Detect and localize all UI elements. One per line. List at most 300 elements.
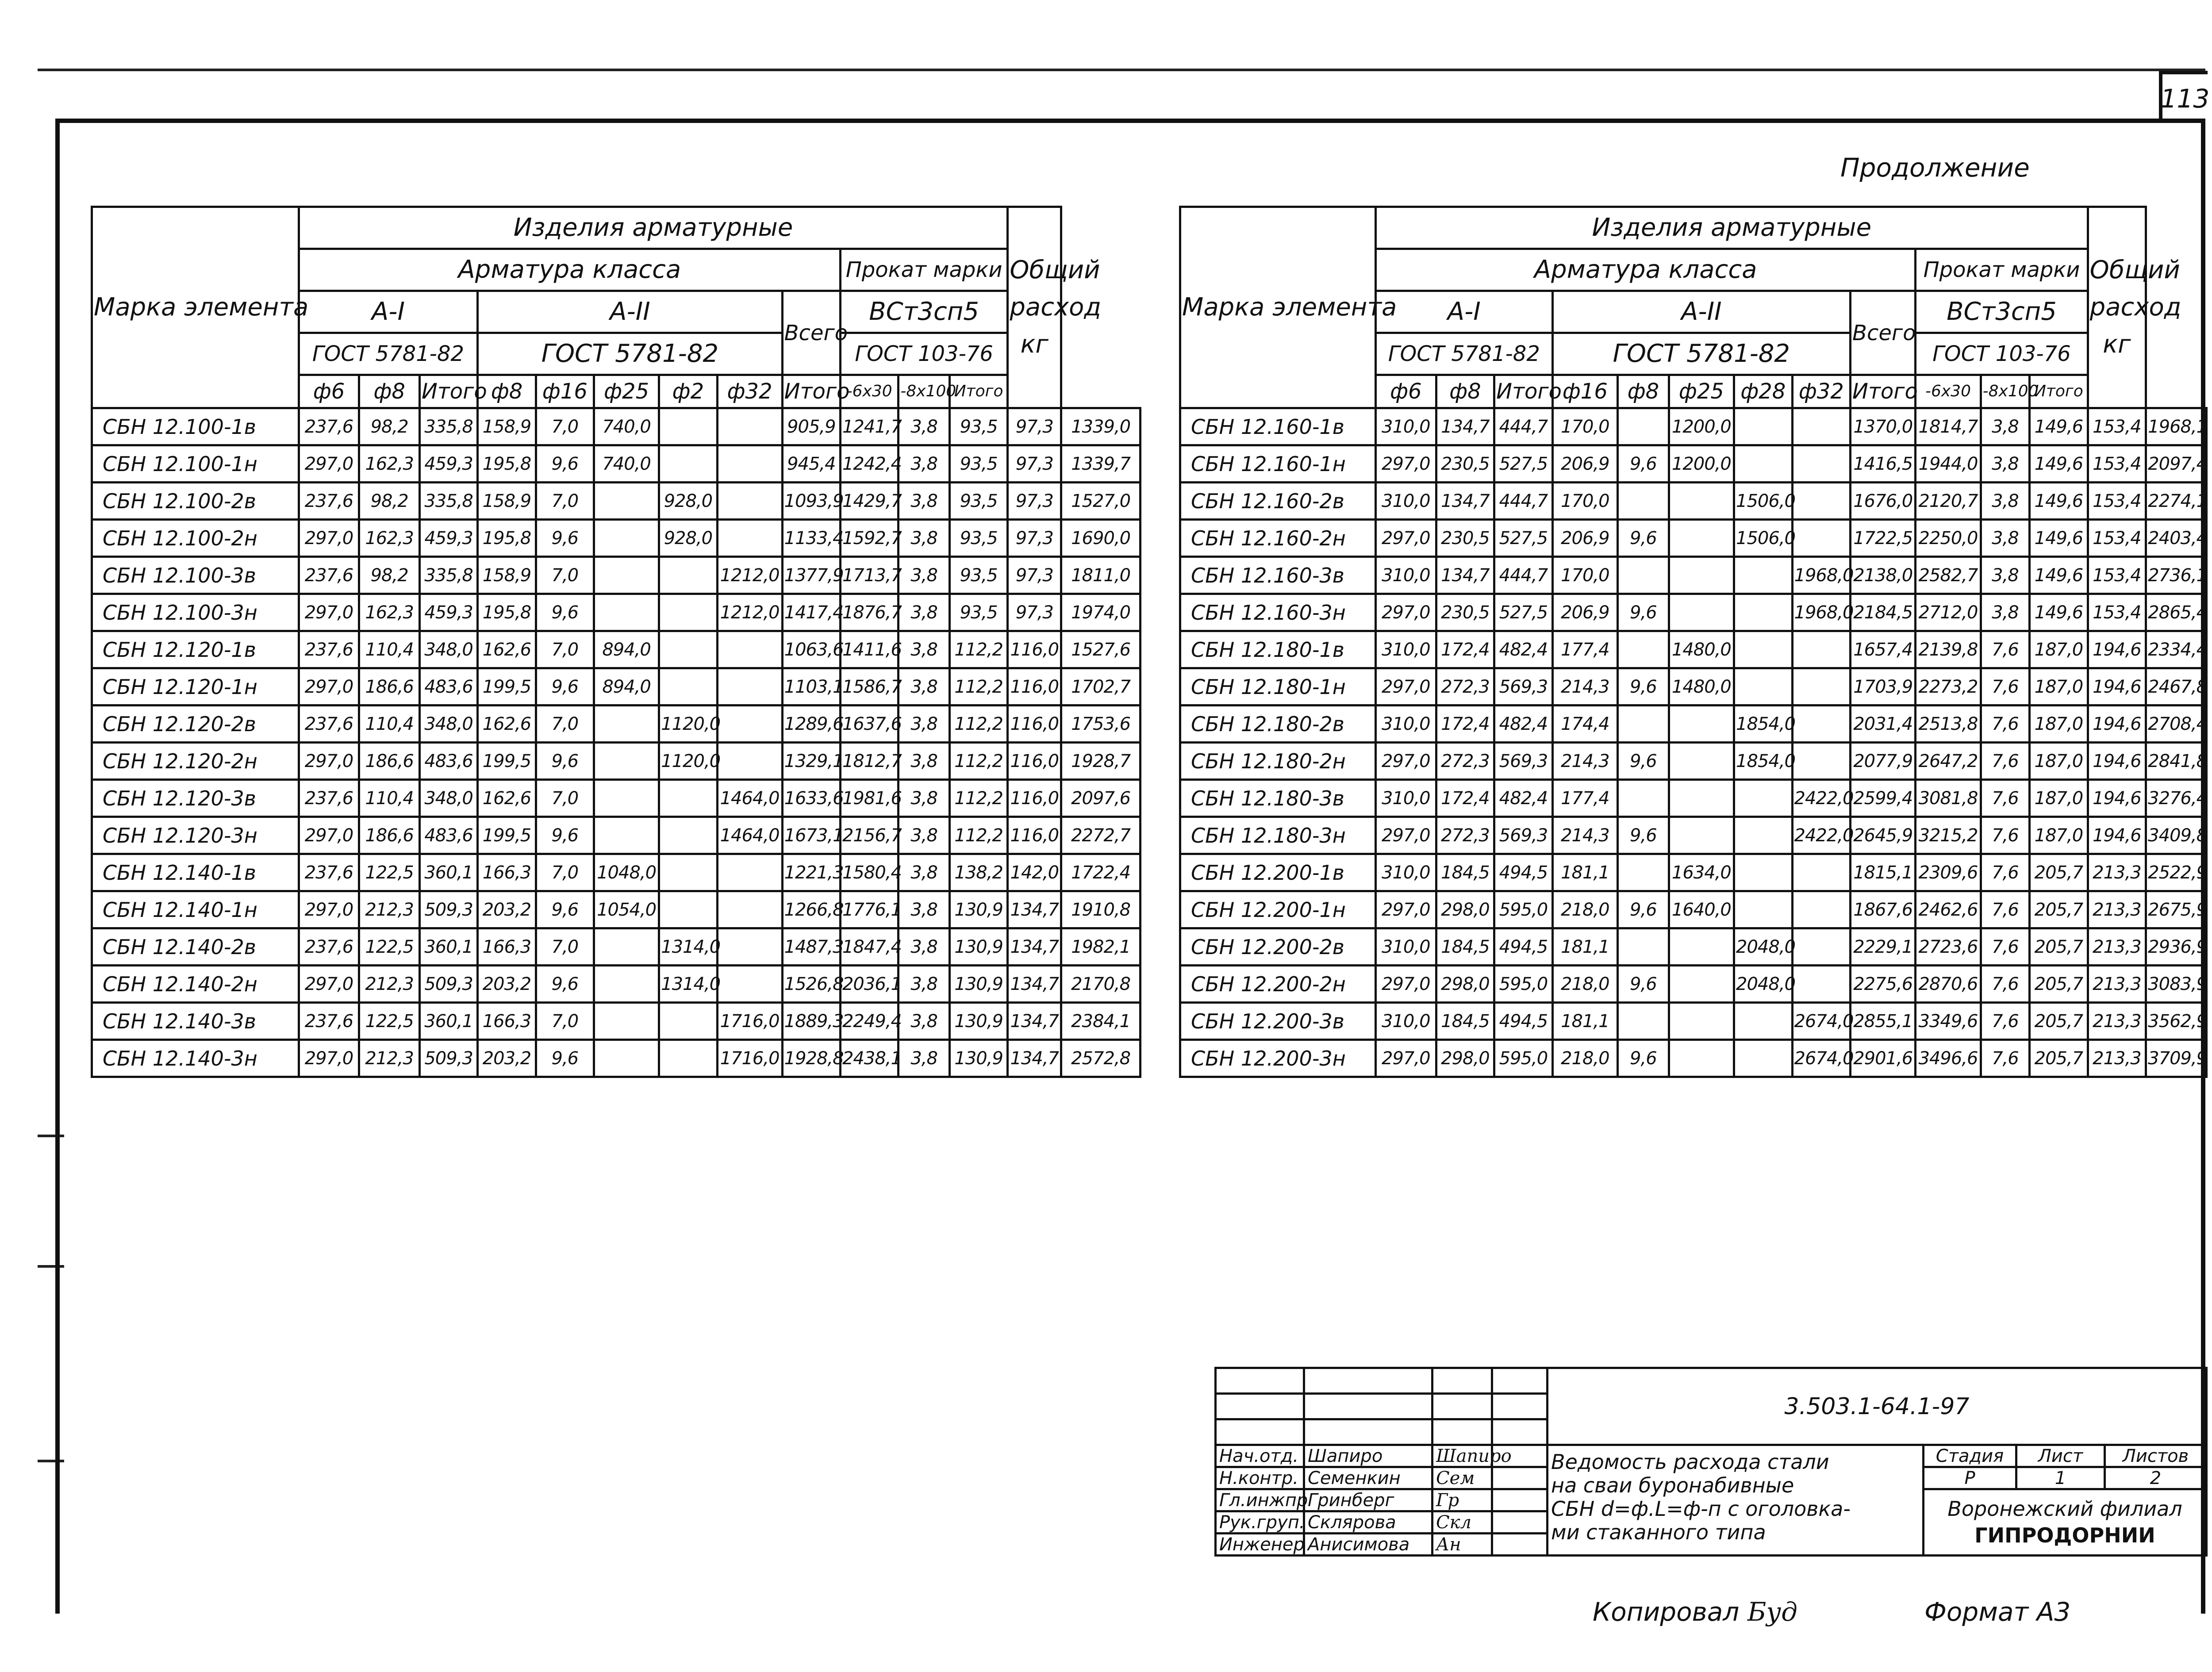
value-cell: 93,5	[949, 520, 1007, 557]
table-row	[1180, 1003, 2207, 1040]
value-cell: 1429,7	[840, 483, 898, 520]
value-cell: 158,9	[478, 483, 536, 520]
value-cell: 1703,9	[1851, 668, 1916, 706]
value-cell: 1266,8	[782, 891, 840, 928]
element-mark: СБН 12.160-2н	[1180, 520, 1376, 557]
right-steel-table	[1179, 206, 2208, 1078]
value-cell	[1669, 743, 1734, 780]
element-mark: СБН 12.200-1в	[1180, 854, 1376, 891]
value-cell: 1637,6	[840, 706, 898, 743]
value-cell: 134,7	[1008, 1040, 1061, 1077]
value-cell: 2048,0	[1734, 966, 1793, 1003]
value-cell: 2156,7	[840, 817, 898, 854]
value-cell: 97,3	[1008, 483, 1061, 520]
value-cell: 1339,0	[1061, 408, 1141, 445]
name-5: Анисимова	[1304, 1534, 1432, 1556]
value-cell	[1734, 854, 1793, 891]
a1-header: A-I	[299, 291, 478, 333]
value-cell: 3,8	[899, 1040, 950, 1077]
element-mark: СБН 12.160-1н	[1180, 445, 1376, 483]
value-cell: 1487,3	[782, 928, 840, 966]
value-cell: 203,2	[478, 891, 536, 928]
value-cell: 1910,8	[1061, 891, 1141, 928]
value-cell: 297,0	[299, 594, 359, 631]
value-cell: 1847,4	[840, 928, 898, 966]
value-cell: 1526,8	[782, 966, 840, 1003]
table-row	[92, 483, 1141, 520]
value-cell: 569,3	[1494, 743, 1553, 780]
value-cell: 149,6	[2030, 483, 2088, 520]
value-cell: 3,8	[899, 520, 950, 557]
value-cell: 595,0	[1494, 966, 1553, 1003]
value-cell: 172,4	[1436, 780, 1494, 817]
value-cell: 1063,6	[782, 631, 840, 668]
table-row	[92, 780, 1141, 817]
mark-header: Марка элемента	[1180, 207, 1376, 408]
value-cell: 187,0	[2030, 668, 2088, 706]
element-mark: СБН 12.200-2н	[1180, 966, 1376, 1003]
col-header: ф8	[1617, 375, 1669, 408]
value-cell: 97,3	[1008, 594, 1061, 631]
value-cell	[1617, 557, 1669, 594]
value-cell	[1734, 817, 1793, 854]
value-cell: 1944,0	[1916, 445, 1981, 483]
value-cell: 7,0	[536, 408, 594, 445]
value-cell: 1339,7	[1061, 445, 1141, 483]
value-cell: 740,0	[594, 445, 659, 483]
value-cell: 3,8	[899, 928, 950, 966]
value-cell: 297,0	[1375, 594, 1436, 631]
value-cell	[1792, 706, 1851, 743]
value-cell: 2048,0	[1734, 928, 1793, 966]
value-cell: 2865,4	[2146, 594, 2207, 631]
products-header: Изделия арматурные	[299, 207, 1008, 249]
value-cell: 153,4	[2088, 445, 2146, 483]
role-5: Инженер	[1216, 1534, 1304, 1556]
a1-header: A-I	[1375, 291, 1552, 333]
value-cell: 1580,4	[840, 854, 898, 891]
value-cell	[659, 891, 717, 928]
value-cell	[594, 520, 659, 557]
value-cell: 186,6	[359, 668, 420, 706]
value-cell: 199,5	[478, 668, 536, 706]
col-header: -6х30	[840, 375, 898, 408]
table-row	[1180, 817, 2207, 854]
value-cell: 153,4	[2088, 594, 2146, 631]
element-mark: СБН 12.200-3н	[1180, 1040, 1376, 1077]
value-cell: 214,3	[1552, 817, 1617, 854]
value-cell: 162,6	[478, 780, 536, 817]
value-cell: 1133,4	[782, 520, 840, 557]
value-cell	[1792, 408, 1851, 445]
value-cell: 1048,0	[594, 854, 659, 891]
value-cell: 1968,1	[2146, 408, 2207, 445]
value-cell: 205,7	[2030, 966, 2088, 1003]
value-cell: 130,9	[949, 891, 1007, 928]
value-cell: 230,5	[1436, 520, 1494, 557]
value-cell: 348,0	[419, 631, 477, 668]
value-cell	[659, 557, 717, 594]
element-mark: СБН 12.180-3н	[1180, 817, 1376, 854]
value-cell	[594, 928, 659, 966]
element-mark: СБН 12.140-2в	[92, 928, 299, 966]
value-cell: 459,3	[419, 445, 477, 483]
name-4: Склярова	[1304, 1511, 1432, 1534]
value-cell: 335,8	[419, 557, 477, 594]
value-cell: 1212,0	[717, 557, 782, 594]
value-cell: 218,0	[1552, 966, 1617, 1003]
rebar-class-header: Арматура класса	[1375, 249, 1915, 291]
value-cell: 3562,9	[2146, 1003, 2207, 1040]
value-cell: 170,0	[1552, 408, 1617, 445]
value-cell: 3709,9	[2146, 1040, 2207, 1077]
value-cell: 1506,0	[1734, 520, 1793, 557]
value-cell: 149,6	[2030, 408, 2088, 445]
value-cell: 1370,0	[1851, 408, 1916, 445]
value-cell: 237,6	[299, 1003, 359, 1040]
value-cell: 7,6	[1981, 631, 2029, 668]
table-row	[1180, 408, 2207, 445]
value-cell	[659, 1003, 717, 1040]
value-cell: 2031,4	[1851, 706, 1916, 743]
col-header: Итого	[2030, 375, 2088, 408]
value-cell	[594, 1003, 659, 1040]
steel-header: ВСт3сп5	[1916, 291, 2088, 333]
value-cell	[717, 668, 782, 706]
value-cell	[1669, 1040, 1734, 1077]
table-row	[92, 594, 1141, 631]
value-cell: 1464,0	[717, 780, 782, 817]
value-cell: 928,0	[659, 483, 717, 520]
col-header: ф16	[1552, 375, 1617, 408]
value-cell: 98,2	[359, 557, 420, 594]
value-cell: 7,6	[1981, 743, 2029, 780]
value-cell: 1634,0	[1669, 854, 1734, 891]
stage-value: Р	[1924, 1467, 2016, 1489]
value-cell: 1464,0	[717, 817, 782, 854]
value-cell: 7,6	[1981, 928, 2029, 966]
value-cell: 2645,9	[1851, 817, 1916, 854]
continuation-label: Продолжение	[1840, 153, 2030, 183]
value-cell: 186,6	[359, 817, 420, 854]
value-cell: 1968,0	[1792, 557, 1851, 594]
value-cell: 310,0	[1375, 483, 1436, 520]
value-cell: 297,0	[299, 520, 359, 557]
col-header: ф28	[1734, 375, 1793, 408]
value-cell: 213,3	[2088, 1003, 2146, 1040]
value-cell: 482,4	[1494, 780, 1553, 817]
value-cell: 2936,9	[2146, 928, 2207, 966]
value-cell	[659, 631, 717, 668]
table-row	[1180, 854, 2207, 891]
table-row	[92, 891, 1141, 928]
value-cell: 297,0	[1375, 891, 1436, 928]
value-cell: 9,6	[536, 1040, 594, 1077]
title-block	[1214, 1367, 2208, 1557]
value-cell	[659, 594, 717, 631]
table-row	[1180, 966, 2207, 1003]
value-cell: 360,1	[419, 854, 477, 891]
value-cell	[1792, 520, 1851, 557]
value-cell: 272,3	[1436, 743, 1494, 780]
value-cell: 297,0	[299, 891, 359, 928]
value-cell: 110,4	[359, 631, 420, 668]
value-cell: 3215,2	[1916, 817, 1981, 854]
value-cell: 237,6	[299, 854, 359, 891]
value-cell: 166,3	[478, 854, 536, 891]
value-cell: 162,6	[478, 706, 536, 743]
value-cell: 3409,8	[2146, 817, 2207, 854]
value-cell: 1241,7	[840, 408, 898, 445]
value-cell: 158,9	[478, 557, 536, 594]
value-cell: 195,8	[478, 445, 536, 483]
value-cell: 3,8	[1981, 520, 2029, 557]
value-cell: 297,0	[1375, 1040, 1436, 1077]
value-cell: 93,5	[949, 594, 1007, 631]
value-cell: 1928,8	[782, 1040, 840, 1077]
value-cell	[659, 668, 717, 706]
value-cell: 7,0	[536, 780, 594, 817]
value-cell: 153,4	[2088, 520, 2146, 557]
value-cell: 3,8	[1981, 483, 2029, 520]
name-2: Семенкин	[1304, 1467, 1432, 1489]
value-cell: 2422,0	[1792, 780, 1851, 817]
value-cell: 9,6	[536, 891, 594, 928]
value-cell: 9,6	[1617, 966, 1669, 1003]
value-cell: 1812,7	[840, 743, 898, 780]
role-4: Рук.груп.	[1216, 1511, 1304, 1534]
element-mark: СБН 12.160-3н	[1180, 594, 1376, 631]
table-row	[1180, 706, 2207, 743]
all-header: Всего	[782, 291, 840, 375]
col-header: Итого	[782, 375, 840, 408]
value-cell: 206,9	[1552, 520, 1617, 557]
table-row	[92, 854, 1141, 891]
table-row	[1180, 483, 2207, 520]
value-cell: 218,0	[1552, 891, 1617, 928]
value-cell: 1640,0	[1669, 891, 1734, 928]
value-cell: 459,3	[419, 520, 477, 557]
value-cell: 9,6	[1617, 594, 1669, 631]
value-cell	[1669, 557, 1734, 594]
value-cell: 7,6	[1981, 891, 2029, 928]
value-cell: 112,2	[949, 706, 1007, 743]
value-cell	[717, 483, 782, 520]
value-cell: 595,0	[1494, 1040, 1553, 1077]
value-cell	[1617, 1003, 1669, 1040]
value-cell: 2841,8	[2146, 743, 2207, 780]
value-cell: 2384,1	[1061, 1003, 1141, 1040]
value-cell	[1792, 668, 1851, 706]
value-cell	[1792, 631, 1851, 668]
element-mark: СБН 12.120-1в	[92, 631, 299, 668]
value-cell: 112,2	[949, 817, 1007, 854]
value-cell: 348,0	[419, 706, 477, 743]
table-row	[92, 445, 1141, 483]
value-cell: 444,7	[1494, 557, 1553, 594]
value-cell: 112,2	[949, 631, 1007, 668]
value-cell: 1716,0	[717, 1040, 782, 1077]
value-cell: 1480,0	[1669, 668, 1734, 706]
value-cell: 218,0	[1552, 1040, 1617, 1077]
value-cell: 206,9	[1552, 445, 1617, 483]
value-cell: 9,6	[536, 743, 594, 780]
value-cell	[1734, 445, 1793, 483]
value-cell: 297,0	[299, 743, 359, 780]
value-cell: 149,6	[2030, 594, 2088, 631]
value-cell: 1329,1	[782, 743, 840, 780]
value-cell: 1867,6	[1851, 891, 1916, 928]
value-cell: 3,8	[899, 408, 950, 445]
col-header: ф8	[359, 375, 420, 408]
value-cell: 2522,9	[2146, 854, 2207, 891]
value-cell: 1200,0	[1669, 408, 1734, 445]
table-row	[92, 408, 1141, 445]
value-cell: 1527,6	[1061, 631, 1141, 668]
value-cell: 187,0	[2030, 780, 2088, 817]
value-cell: 1673,1	[782, 817, 840, 854]
value-cell: 483,6	[419, 668, 477, 706]
value-cell: 360,1	[419, 1003, 477, 1040]
value-cell: 2274,1	[2146, 483, 2207, 520]
value-cell: 213,3	[2088, 891, 2146, 928]
value-cell: 194,6	[2088, 706, 2146, 743]
paper-format: Формат А3	[1924, 1597, 2071, 1627]
col-header: ф32	[717, 375, 782, 408]
value-cell: 1753,6	[1061, 706, 1141, 743]
signature-1: Шапиро	[1432, 1445, 1492, 1467]
value-cell: 494,5	[1494, 928, 1553, 966]
value-cell: 3,8	[899, 706, 950, 743]
table-row	[1180, 1040, 2207, 1077]
rolled-header: Прокат марки	[1916, 249, 2088, 291]
value-cell: 1854,0	[1734, 743, 1793, 780]
value-cell: 122,5	[359, 1003, 420, 1040]
value-cell: 1722,4	[1061, 854, 1141, 891]
value-cell: 162,3	[359, 520, 420, 557]
gost-a1: ГОСТ 5781-82	[1375, 333, 1552, 375]
value-cell: 1854,0	[1734, 706, 1793, 743]
value-cell	[1617, 928, 1669, 966]
value-cell: 7,6	[1981, 780, 2029, 817]
steel-header: ВСт3сп5	[840, 291, 1007, 333]
value-cell: 116,0	[1008, 743, 1061, 780]
value-cell: 212,3	[359, 1040, 420, 1077]
element-mark: СБН 12.140-1н	[92, 891, 299, 928]
value-cell: 130,9	[949, 1003, 1007, 1040]
value-cell: 170,0	[1552, 483, 1617, 520]
element-mark: СБН 12.200-1н	[1180, 891, 1376, 928]
value-cell	[594, 594, 659, 631]
value-cell: 3,8	[899, 668, 950, 706]
value-cell: 272,3	[1436, 668, 1494, 706]
value-cell: 298,0	[1436, 1040, 1494, 1077]
value-cell: 297,0	[1375, 743, 1436, 780]
col-header: Итого	[949, 375, 1007, 408]
value-cell: 149,6	[2030, 445, 2088, 483]
col-header: -6х30	[1916, 375, 1981, 408]
value-cell: 7,6	[1981, 668, 2029, 706]
value-cell	[717, 891, 782, 928]
value-cell: 1506,0	[1734, 483, 1793, 520]
value-cell: 509,3	[419, 966, 477, 1003]
value-cell	[1669, 966, 1734, 1003]
value-cell: 93,5	[949, 557, 1007, 594]
col-header: -8х100	[899, 375, 950, 408]
value-cell: 9,6	[1617, 445, 1669, 483]
value-cell: 348,0	[419, 780, 477, 817]
value-cell: 174,4	[1552, 706, 1617, 743]
value-cell: 483,6	[419, 817, 477, 854]
value-cell: 149,6	[2030, 520, 2088, 557]
value-cell: 509,3	[419, 891, 477, 928]
value-cell: 1592,7	[840, 520, 898, 557]
value-cell: 2675,9	[2146, 891, 2207, 928]
element-mark: СБН 12.120-2н	[92, 743, 299, 780]
table-row	[1180, 743, 2207, 780]
value-cell: 1722,5	[1851, 520, 1916, 557]
value-cell: 3,8	[899, 1003, 950, 1040]
value-cell: 214,3	[1552, 743, 1617, 780]
value-cell: 237,6	[299, 928, 359, 966]
value-cell: 1314,0	[659, 928, 717, 966]
value-cell: 894,0	[594, 668, 659, 706]
table-row	[1180, 445, 2207, 483]
value-cell: 1889,3	[782, 1003, 840, 1040]
value-cell: 2582,7	[1916, 557, 1981, 594]
value-cell: 7,6	[1981, 854, 2029, 891]
value-cell: 2462,6	[1916, 891, 1981, 928]
value-cell	[1669, 928, 1734, 966]
value-cell: 1814,7	[1916, 408, 1981, 445]
value-cell	[594, 1040, 659, 1077]
value-cell	[1734, 891, 1793, 928]
value-cell: 195,8	[478, 520, 536, 557]
value-cell: 2184,5	[1851, 594, 1916, 631]
element-mark: СБН 12.100-3в	[92, 557, 299, 594]
value-cell	[659, 408, 717, 445]
value-cell	[594, 743, 659, 780]
value-cell: 2403,4	[2146, 520, 2207, 557]
col-header: ф8	[478, 375, 536, 408]
value-cell: 184,5	[1436, 928, 1494, 966]
value-cell: 181,1	[1552, 1003, 1617, 1040]
mark-header: Марка элемента	[92, 207, 299, 408]
gost-steel: ГОСТ 103-76	[840, 333, 1007, 375]
value-cell: 187,0	[2030, 631, 2088, 668]
value-cell: 7,6	[1981, 706, 2029, 743]
value-cell: 297,0	[299, 817, 359, 854]
value-cell: 1713,7	[840, 557, 898, 594]
value-cell	[1734, 1003, 1793, 1040]
value-cell: 335,8	[419, 483, 477, 520]
rebar-class-header: Арматура класса	[299, 249, 840, 291]
value-cell: 2272,7	[1061, 817, 1141, 854]
value-cell: 122,5	[359, 928, 420, 966]
copied-signature: Буд	[1747, 1597, 1797, 1627]
value-cell: 237,6	[299, 408, 359, 445]
value-cell: 1928,7	[1061, 743, 1141, 780]
value-cell	[1734, 780, 1793, 817]
value-cell: 2723,6	[1916, 928, 1981, 966]
value-cell	[659, 445, 717, 483]
rolled-header: Прокат марки	[840, 249, 1007, 291]
table-row	[1180, 780, 2207, 817]
value-cell: 205,7	[2030, 891, 2088, 928]
sheets-value: 2	[2105, 1467, 2207, 1489]
value-cell	[717, 743, 782, 780]
value-cell: 7,0	[536, 557, 594, 594]
